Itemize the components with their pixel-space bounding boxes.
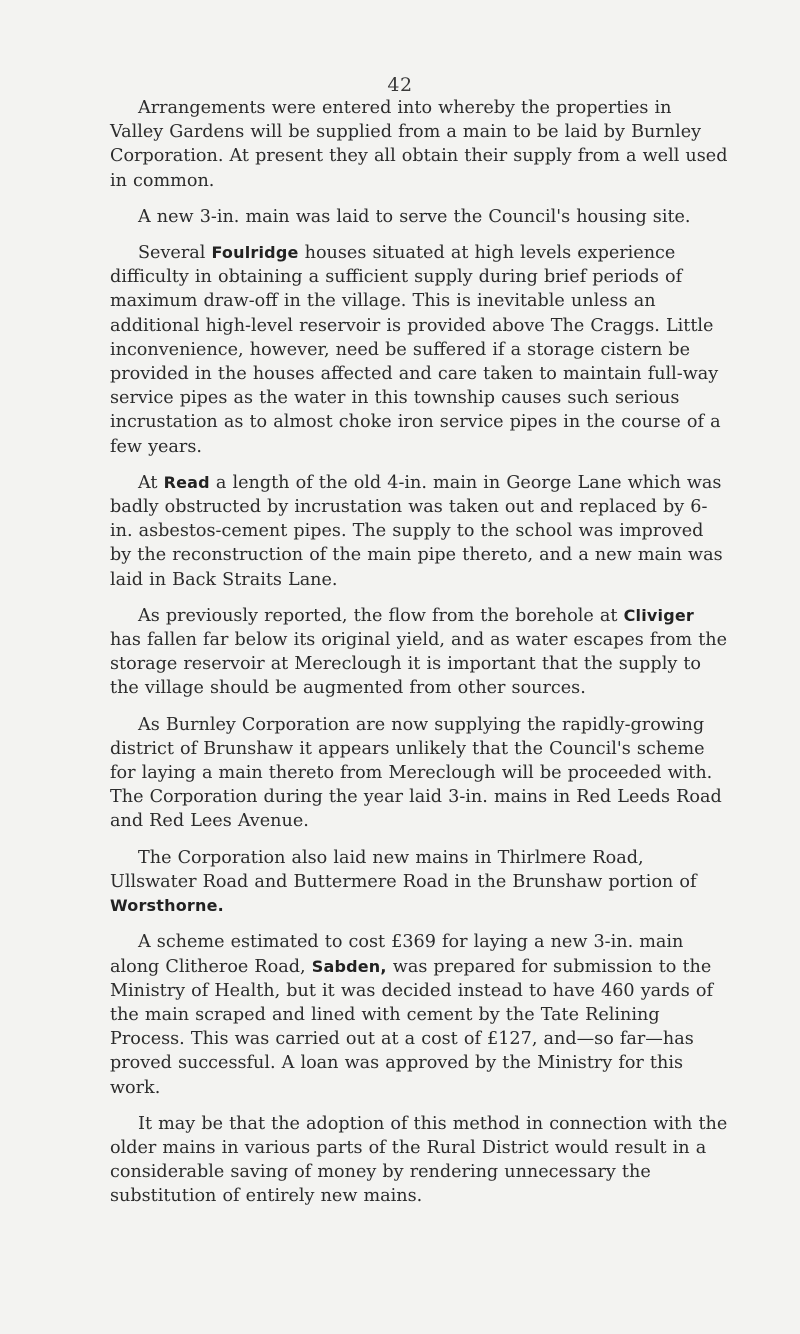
place-name-heading: Worsthorne.: [110, 896, 224, 916]
body-paragraph: [110, 846, 728, 919]
body-paragraph: [110, 930, 728, 1099]
paragraph-text: It may be that the adoption of this method in connection with the older mains in various parts of the Rural District would result in a considerable saving of money by rendering unnecessary the substitution of entirely new mains.: [110, 1113, 728, 1207]
paragraph-text: The Corporation also laid new mains in Thirlmere Road, Ullswater Road and Buttermere Road in the Brunshaw portion of: [110, 847, 697, 892]
paragraph-text: At: [138, 472, 164, 493]
body-paragraph: [110, 96, 728, 193]
paragraph-text: A new 3-in. main was laid to serve the Council's housing site.: [138, 206, 691, 227]
body-paragraph: [110, 471, 728, 592]
page-number: 42: [387, 74, 413, 96]
body-paragraph: [110, 205, 728, 229]
place-name-heading: Foulridge: [211, 243, 299, 263]
paragraph-text: Several: [138, 243, 212, 264]
paragraph-text: Arrangements were entered into whereby the properties in Valley Gardens will be supplied from a main to be laid by Burnley Corporation. At present they all obtain their supply from a well used in common.: [110, 98, 728, 191]
paragraph-text: houses situated at high levels experience difficulty in obtaining a sufficient supply during brief periods of maximum draw-off in the village. This is inevitable unless an additional high-level reservoir is provided above The Craggs. Little inconvenience, however, need be suffered if a storage cistern be provided in the houses affected and care taken to maintain full-way service pipes as the water in this township causes such serious incrustation as to almost choke iron service pipes in the course of a few years.: [110, 243, 721, 457]
body-paragraph: [110, 1112, 728, 1209]
body-paragraph: [110, 604, 728, 701]
place-name-heading: Cliviger: [623, 605, 694, 625]
body-paragraph: [110, 713, 728, 834]
report-body: [110, 96, 728, 1221]
paragraph-text: A scheme estimated to cost £369 for laying a new 3-in. main along Clitheroe Road,: [110, 932, 684, 977]
place-name-heading: Sabden,: [311, 956, 387, 976]
paragraph-text: a length of the old 4-in. main in George Lane which was badly obstructed by incrustation was taken out and replaced by 6-in. asbestos-cement pipes. The supply to the school was improved by the reconstruction of the main pipe thereto, and a new main was laid in Back Straits Lane.: [110, 472, 723, 590]
body-paragraph: [110, 241, 728, 459]
paragraph-text: has fallen far below its original yield, and as water escapes from the storage reservoir at Mereclough it is important that the supply to the village should be augmented from other sources.: [110, 630, 728, 699]
paragraph-text: was prepared for submission to the Ministry of Health, but it was decided instead to have 460 yards of the main scraped and lined with cement by the Tate Relining Process. This was carried out at a cost of £127, and—so far—has proved successful. A loan was approved by the Ministry for this work.: [110, 956, 714, 1098]
place-name-heading: Read: [163, 472, 210, 492]
paragraph-text: As previously reported, the flow from the borehole at: [138, 605, 624, 626]
paragraph-text: As Burnley Corporation are now supplying the rapidly-growing district of Brunshaw it appears unlikely that the Council's scheme for laying a main thereto from Mereclough will be proceeded with. The Corporation during the year laid 3-in. mains in Red Leeds Road and Red Lees Avenue.: [110, 714, 722, 832]
